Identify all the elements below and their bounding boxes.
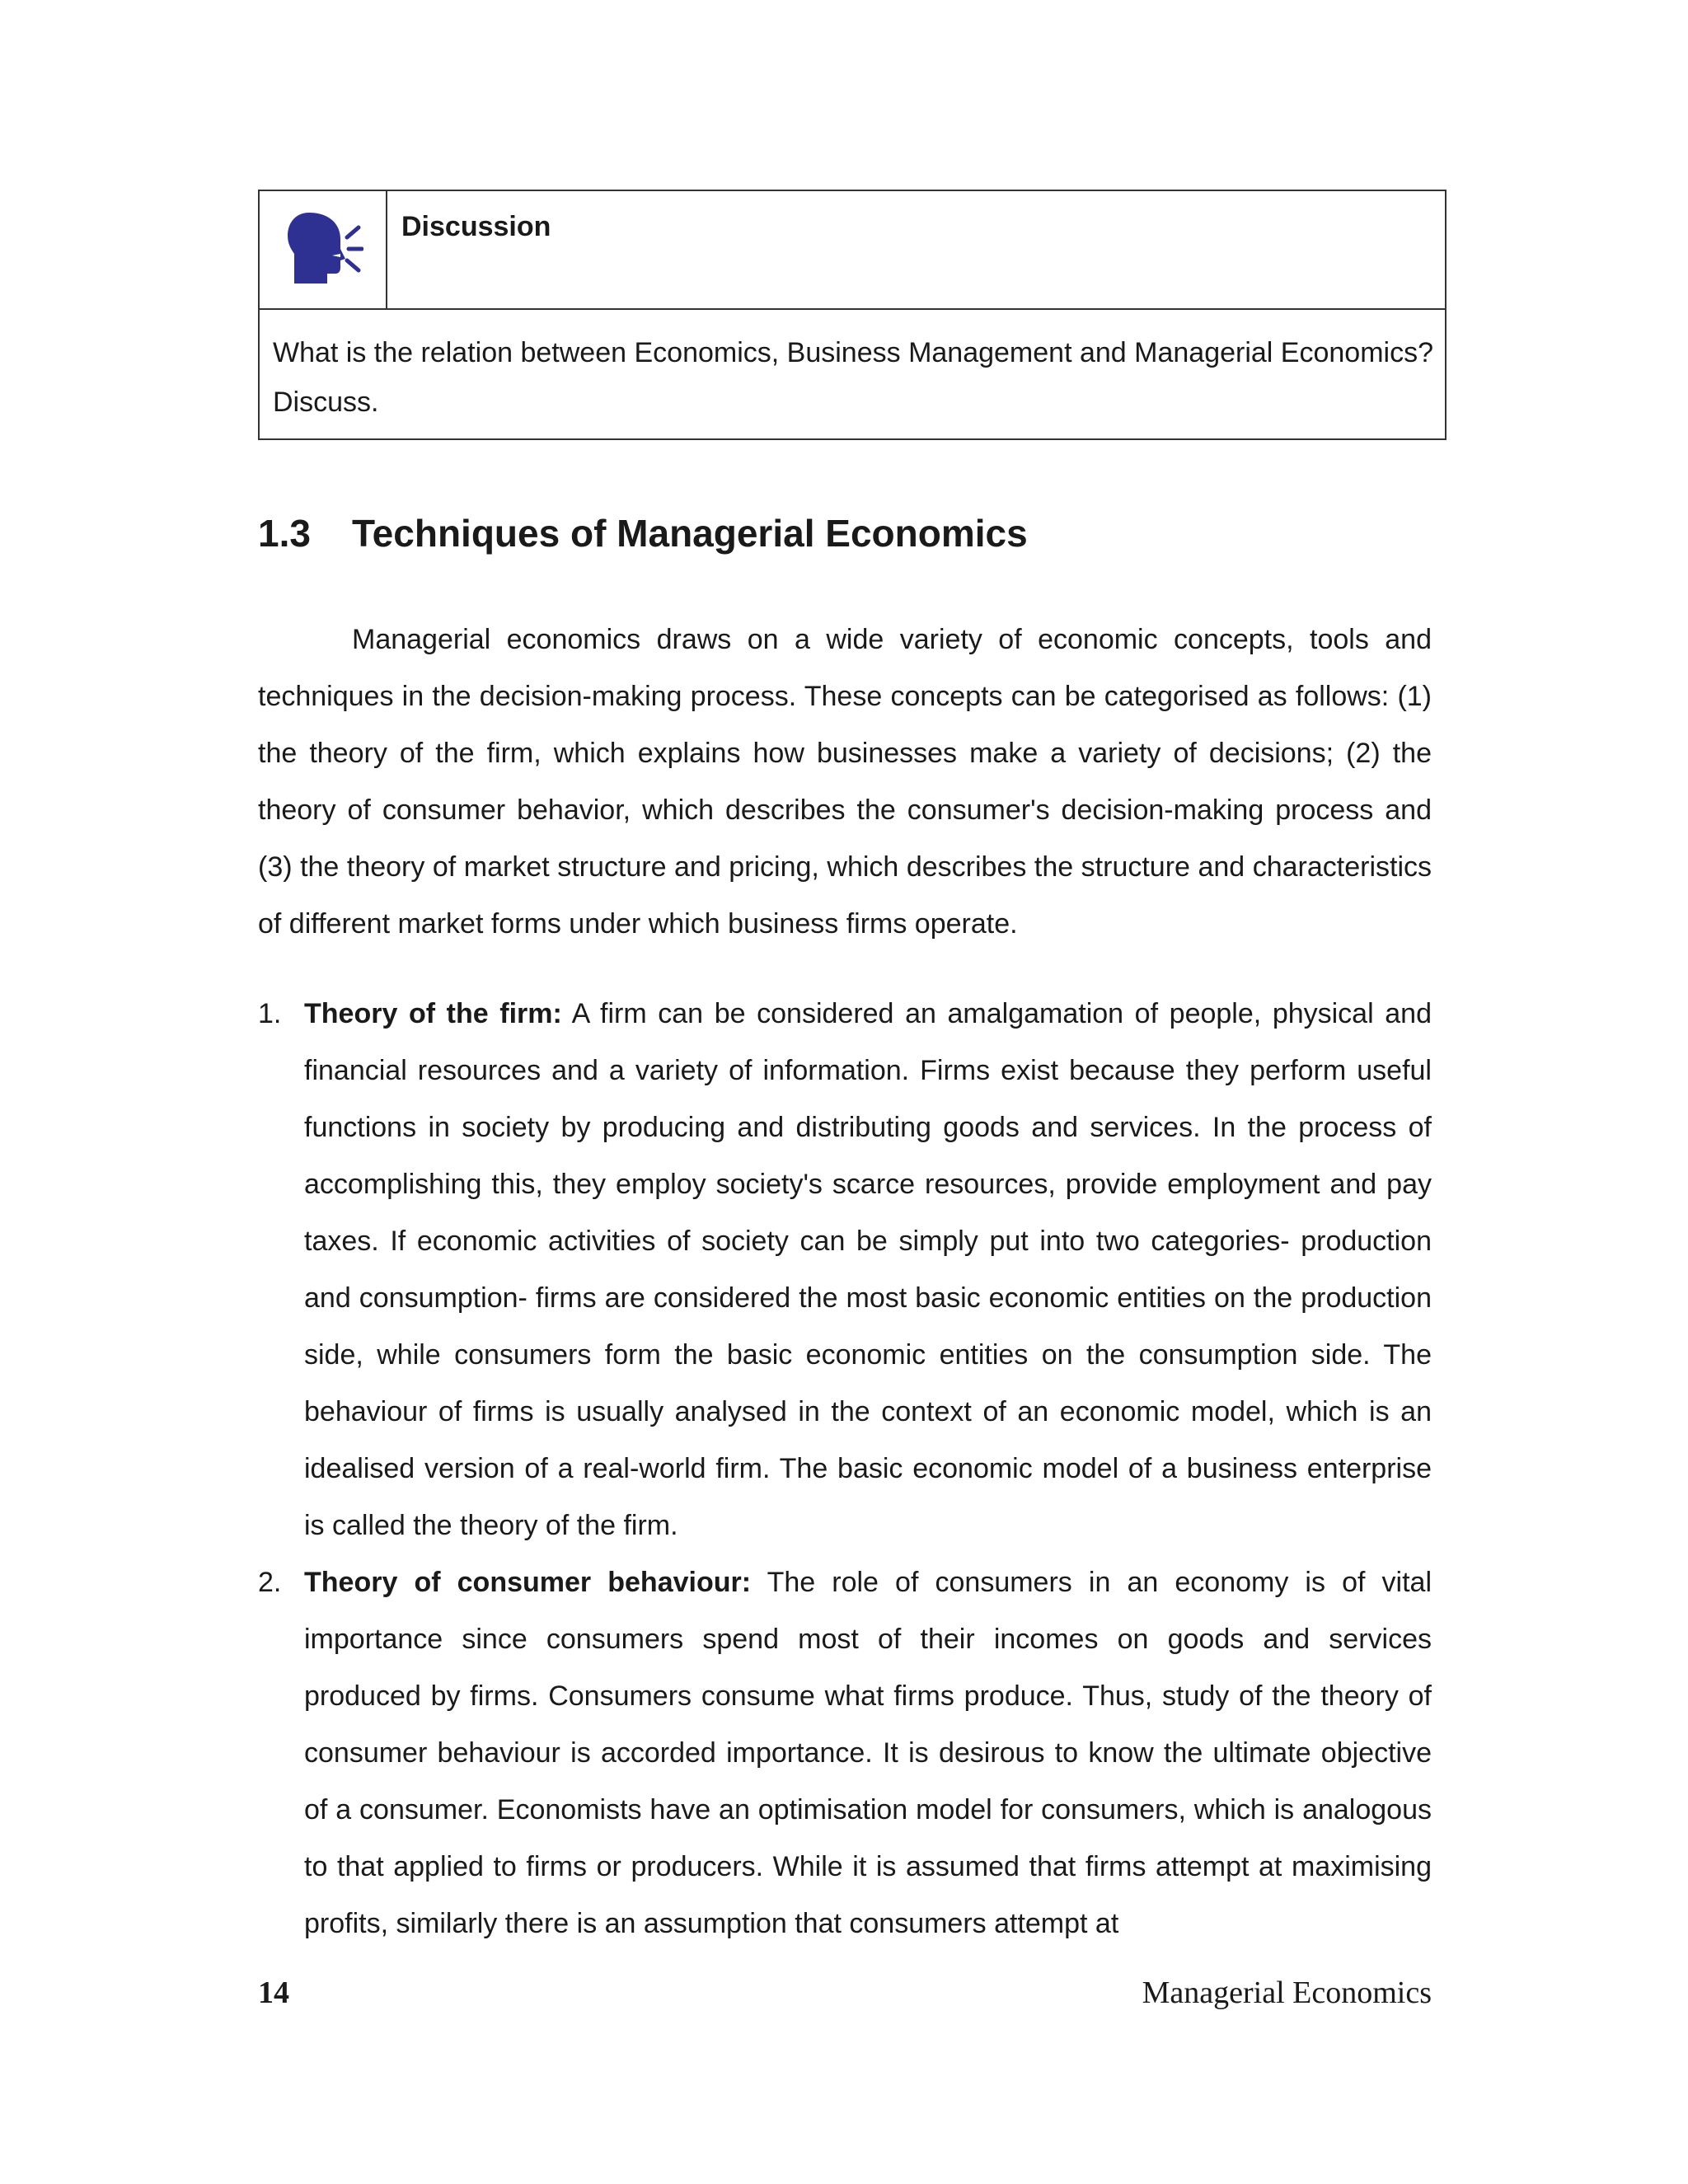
discussion-question: What is the relation between Economics, Business Management and Managerial Economics? Discuss.	[273, 337, 1433, 418]
section-title: Techniques of Managerial Economics	[352, 512, 1028, 555]
page-number: 14	[258, 1975, 289, 2010]
list-item	[258, 986, 1432, 1554]
list-item-term: Theory of the firm:	[304, 998, 562, 1029]
speaking-head-icon	[284, 209, 363, 288]
discussion-box	[258, 190, 1447, 440]
list-item	[258, 1554, 1432, 1952]
techniques-list	[258, 986, 1432, 1952]
list-item-number: 2.	[258, 1567, 282, 1598]
discussion-icon-cell	[260, 191, 387, 308]
list-item-number: 1.	[258, 998, 282, 1029]
list-item-text: The role of consumers in an economy is of vital importance since consumers spend most of their incomes on goods and services produced by firms. Consumers consume what firms produce. Thus, study of the theory of consumer behaviour is accorded importance. It is desirous to know the ultimate objective of a consumer. Economists have an optimisation model for consumers, which is analogous to that applied to firms or producers. While it is assumed that firms attempt at maximising profits, similarly there is an assumption that consumers attempt at	[304, 1567, 1432, 1939]
discussion-title: Discussion	[401, 211, 551, 242]
section-number: 1.3	[258, 512, 311, 555]
section-heading	[258, 511, 1028, 555]
list-item-term: Theory of consumer behaviour:	[304, 1567, 752, 1598]
discussion-header	[260, 191, 1445, 310]
footer-book-title: Managerial Economics	[1142, 1975, 1432, 2010]
list-item-text: A firm can be considered an amalgamation of people, physical and financial resources and a variety of information. Firms exist because they perform useful functions in society by producing and distributing goods and services. In the process of accomplishing this, they employ society's scarce resources, provide employment and pay taxes. If economic activities of society can be simply put into two categories- production and consumption- firms are considered the most basic economic entities on the production side, while consumers form the basic economic entities on the consumption side. The behaviour of firms is usually analysed in the context of an economic model, which is an idealised version of a real-world firm. The basic economic model of a business enterprise is called the theory of the firm.	[304, 998, 1432, 1541]
intro-paragraph: Managerial economics draws on a wide variety of economic concepts, tools and techniques in the decision-making process. These concepts can be categorised as follows: (1) the theory of the firm, which explains how businesses make a variety of decisions; (2) the theory of consumer behavior, which describes the consumer's decision-making process and (3) the theory of market structure and pricing, which describes the structure and characteristics of different market forms under which business firms operate.	[258, 624, 1432, 940]
